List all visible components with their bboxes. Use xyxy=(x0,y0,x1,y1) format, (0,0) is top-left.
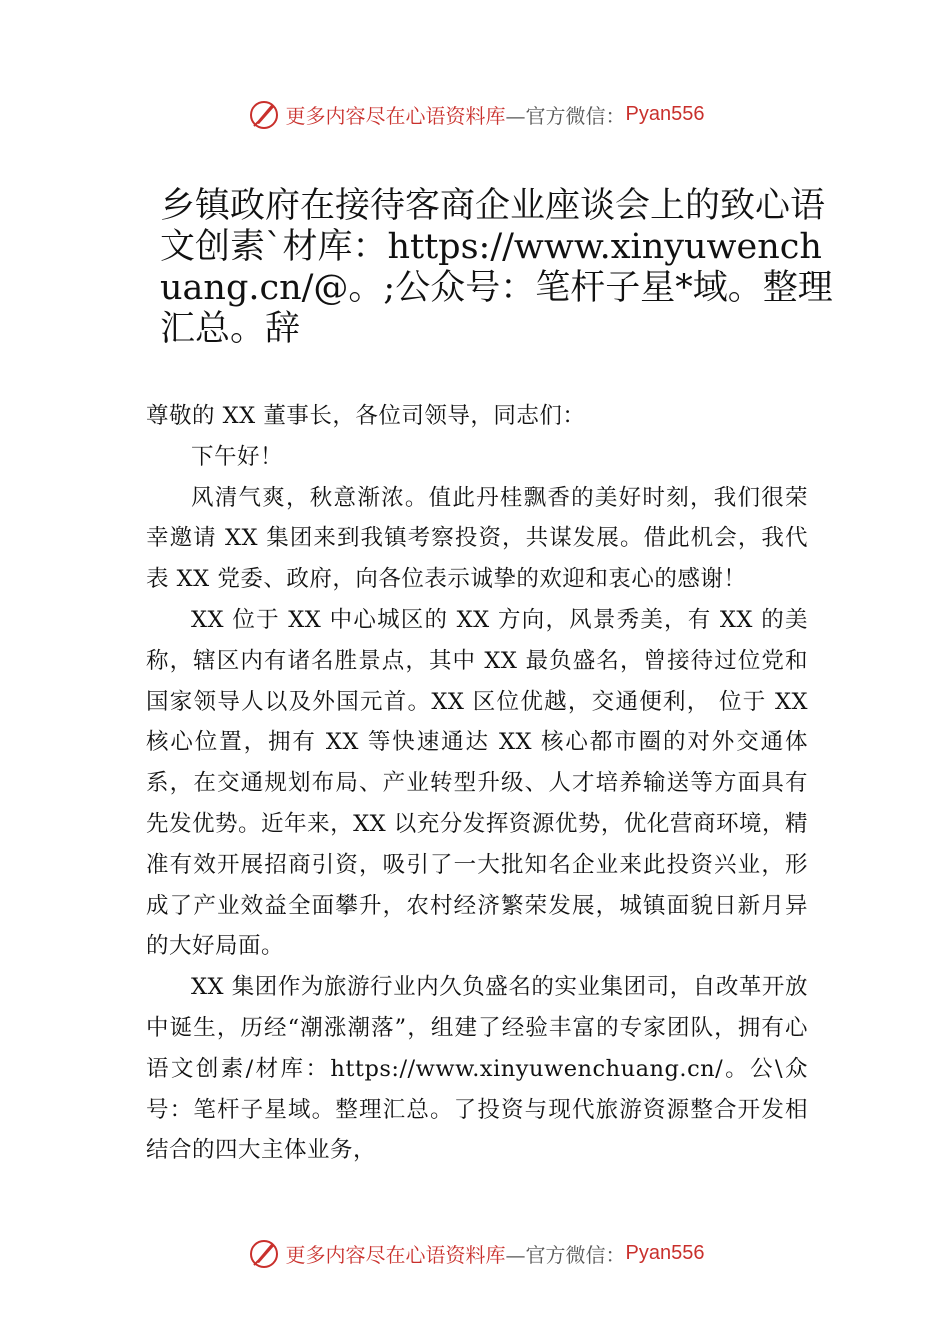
greeting: 下午好！ xyxy=(191,443,284,470)
header-banner xyxy=(0,94,950,134)
banner-wechat-id: Pyan556 xyxy=(625,1241,705,1264)
paragraph-welcome: 风清气爽，秋意渐浓。值此丹桂飘香的美好时刻，我们很荣幸邀请 XX 集团来到我镇考察投资，共谋发展。借此机会，我代表 XX 党委、政府，向各位表示诚挚的欢迎和衷心的感谢！ xyxy=(146,484,808,593)
quill-pen-icon xyxy=(246,1235,282,1271)
paragraph-town-intro: XX 位于 XX 中心城区的 XX 方向，风景秀美，有 XX 的美称，辖区内有诸名胜景点，其中 XX 最负盛名，曾接待过位党和国家领导人以及外国元首。XX 区位优越，交通便利， 位于 XX 核心位置，拥有 XX 等快速通达 XX 核心都市圈的对外交通体系，在交通规划布局、产业转型升级、人才培养输送等方面具有先发优势。近年来，XX 以充分发挥资源优势，优化营商环境，精准有效开展招商引资，吸引了一大批知名企业来此投资兴业，形成了产业效益全面攀升，农村经济繁荣发展，城镇面貌日新月异的大好局面。 xyxy=(146,606,808,960)
banner-wechat-id: Pyan556 xyxy=(625,102,705,125)
paragraph-group-intro: XX 集团作为旅游行业内久负盛名的实业集团司，自改革开放中诞生，历经“潮涨潮落”，组建了经验丰富的专家团队，拥有心语文创素/材库：https://www.xinyuwenchuang.cn/。公\众号：笔杆子星域。整理汇总。了投资与现代旅游资源整合开发相结合的四大主体业务， xyxy=(146,974,808,1164)
banner-dash-text: —官方微信： xyxy=(505,103,626,128)
footer-banner xyxy=(0,1233,950,1273)
banner-dash-text: —官方微信： xyxy=(505,1242,626,1267)
document-body xyxy=(146,396,808,1171)
document-title: 乡镇政府在接待客商企业座谈会上的致心语文创素`材库：https://www.xinyuwenchuang.cn/@。;公众号：笔杆子星*域。整理汇总。辞 xyxy=(160,186,833,349)
banner-main-text: 更多内容尽在心语资料库 xyxy=(285,103,506,128)
quill-pen-icon xyxy=(246,96,282,132)
salutation: 尊敬的 XX 董事长，各位司领导，同志们： xyxy=(146,403,586,429)
banner-main-text: 更多内容尽在心语资料库 xyxy=(285,1242,506,1267)
